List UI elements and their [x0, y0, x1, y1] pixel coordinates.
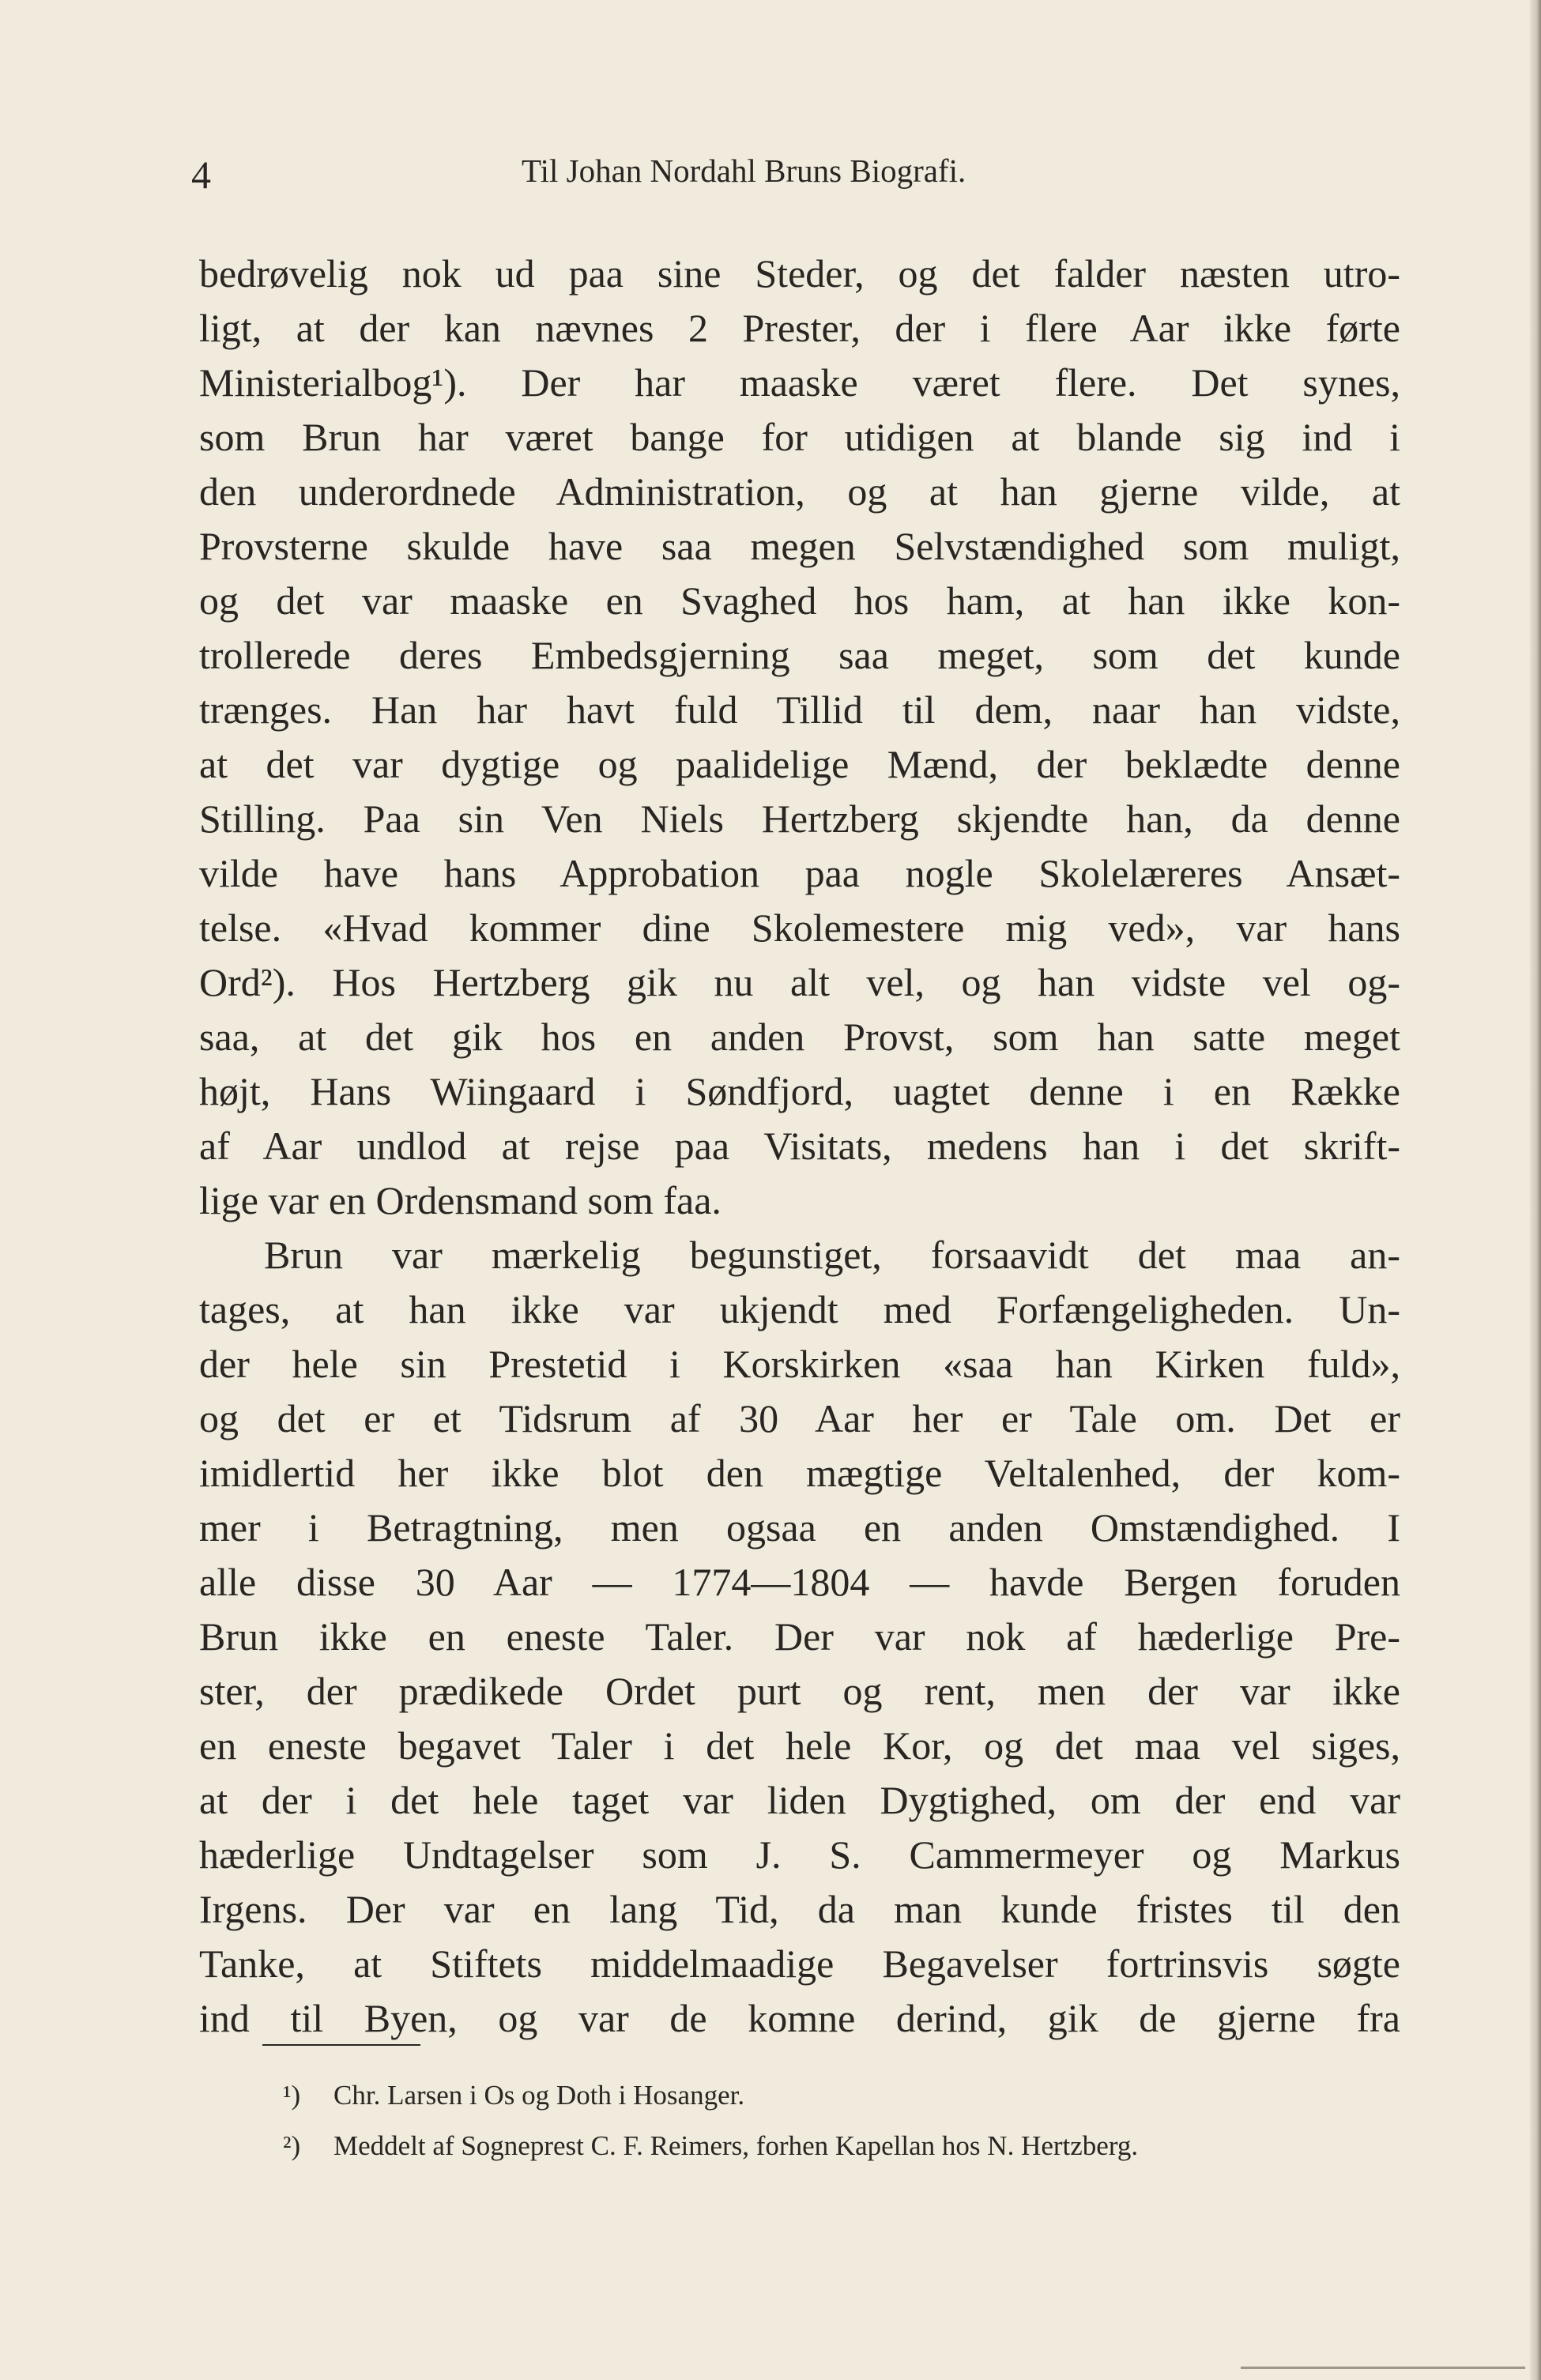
text-line: ligt, at der kan nævnes 2 Prester, der i flere Aar ikke førte: [199, 306, 1400, 350]
text-line: bedrøvelig nok ud paa sine Steder, og det falder næsten utro-: [199, 251, 1400, 296]
footnote: [283, 2121, 1405, 2171]
footnote: [283, 2070, 1405, 2121]
text-line: ster, der prædikede Ordet purt og rent, men der var ikke: [199, 1669, 1400, 1713]
text-line: Tanke, at Stiftets middelmaadige Begavelser fortrinsvis søgte: [199, 1941, 1400, 1986]
text-line: Stilling. Paa sin Ven Niels Hertzberg skjendte han, da denne: [199, 796, 1400, 841]
text-line: den underordnede Administration, og at han gjerne vilde, at: [199, 469, 1400, 514]
text-line: ind til Byen, og var de komne derind, gik de gjerne fra: [199, 1996, 1400, 2040]
running-title: Til Johan Nordahl Bruns Biografi.: [522, 153, 966, 189]
text-line: hæderlige Undtagelser som J. S. Cammermeyer og Markus: [199, 1832, 1400, 1877]
text-line: vilde have hans Approbation paa nogle Skolelæreres Ansæt-: [199, 851, 1400, 895]
page-number: 4: [191, 153, 211, 197]
footnote-text: Chr. Larsen i Os og Doth i Hosanger.: [333, 2080, 745, 2111]
text-line: imidlertid her ikke blot den mægtige Veltalenhed, der kom-: [199, 1451, 1400, 1495]
text-line: saa, at det gik hos en anden Provst, som han satte meget: [199, 1015, 1400, 1059]
text-line: og det er et Tidsrum af 30 Aar her er Tale om. Det er: [199, 1396, 1400, 1440]
text-line: Ministerialbog¹). Der har maaske været flere. Det synes,: [199, 360, 1400, 405]
text-line: at det var dygtige og paalidelige Mænd, der beklædte denne: [199, 742, 1400, 786]
text-line: højt, Hans Wiingaard i Søndfjord, uagtet denne i en Række: [199, 1069, 1400, 1113]
footnote-divider: [262, 2044, 420, 2046]
footnote-text: Meddelt af Sogneprest C. F. Reimers, forhen Kapellan hos N. Hertzberg.: [333, 2130, 1139, 2161]
text-line: trollerede deres Embedsgjerning saa meget, som det kunde: [199, 633, 1400, 677]
text-line: Brun var mærkelig begunstiget, forsaavidt det maa an-: [264, 1233, 1400, 1277]
text-line: en eneste begavet Taler i det hele Kor, og det maa vel siges,: [199, 1723, 1400, 1768]
text-line: mer i Betragtning, men ogsaa en anden Omstændighed. I: [199, 1505, 1400, 1550]
footnotes: [283, 2070, 1405, 2171]
text-line: alle disse 30 Aar — 1774—1804 — havde Bergen foruden: [199, 1560, 1400, 1604]
text-line: telse. «Hvad kommer dine Skolemestere mig ved», var hans: [199, 906, 1400, 950]
text-line: at der i det hele taget var liden Dygtighed, om der end var: [199, 1778, 1400, 1822]
text-line: tages, at han ikke var ukjendt med Forfængeligheden. Un-: [199, 1287, 1400, 1331]
text-line: Brun ikke en eneste Taler. Der var nok af hæderlige Pre-: [199, 1614, 1400, 1659]
footnote-mark: ²): [283, 2130, 301, 2161]
text-line: der hele sin Prestetid i Korskirken «saa han Kirken fuld»,: [199, 1342, 1400, 1386]
text-line: Ord²). Hos Hertzberg gik nu alt vel, og han vidste vel og-: [199, 960, 1400, 1004]
text-line: Irgens. Der var en lang Tid, da man kunde fristes til den: [199, 1887, 1400, 1931]
text-line: som Brun har været bange for utidigen at blande sig ind i: [199, 415, 1400, 459]
text-line: trænges. Han har havt fuld Tillid til dem, naar han vidste,: [199, 687, 1400, 732]
text-line: Provsterne skulde have saa megen Selvstændighed som muligt,: [199, 524, 1400, 568]
text-line: af Aar undlod at rejse paa Visitats, medens han i det skrift-: [199, 1124, 1400, 1168]
text-line: lige var en Ordensmand som faa.: [199, 1178, 722, 1222]
page-edge-shadow: [1530, 0, 1541, 2380]
footnote-mark: ¹): [283, 2080, 301, 2111]
scan-edge-mark: [1241, 2367, 1525, 2369]
text-line: og det var maaske en Svaghed hos ham, at han ikke kon-: [199, 578, 1400, 623]
body-text: [199, 247, 1400, 2046]
